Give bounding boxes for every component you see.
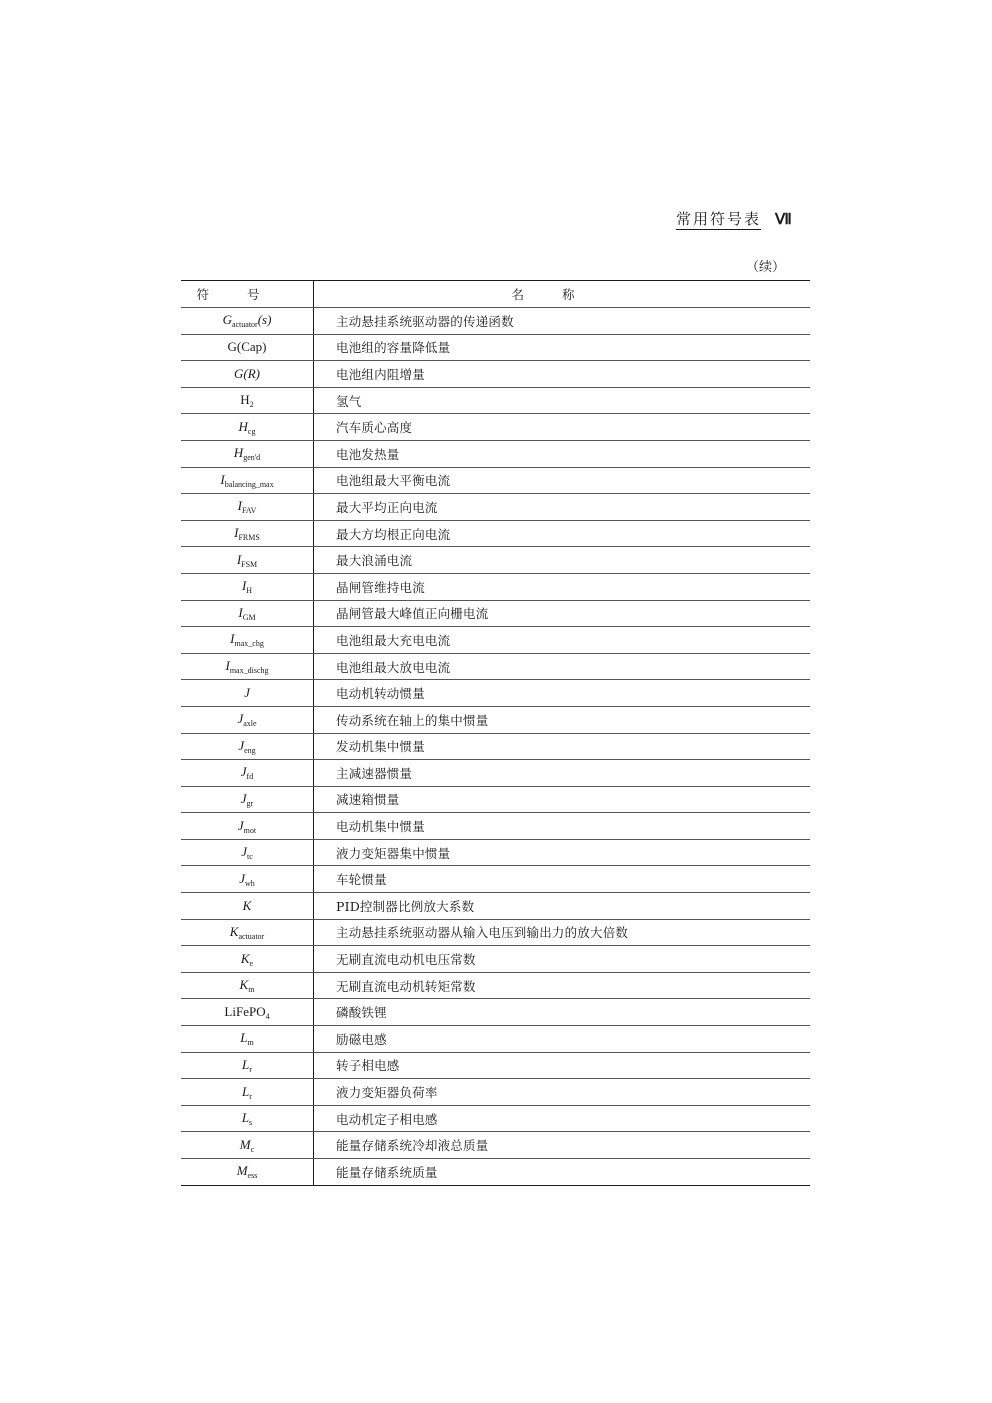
symbol-cell [181, 627, 314, 654]
symbol-subscript: balancing_max [224, 479, 274, 489]
name-cell: 电动机集中惯量 [314, 813, 811, 840]
symbol-subscript: axle [243, 719, 257, 729]
name-cell: 最大方均根正向电流 [314, 520, 811, 547]
symbol-base: I [241, 578, 247, 594]
symbol-base: J [240, 764, 247, 780]
table-row [181, 972, 810, 999]
symbol-cell [181, 1026, 314, 1053]
table-row [181, 919, 810, 946]
symbol-base: K [240, 950, 250, 966]
symbol-cell [181, 334, 314, 361]
symbol-base: H [238, 418, 248, 434]
symbol-argument: (R) [243, 365, 260, 381]
table-row [181, 361, 810, 388]
symbol-subscript: m [247, 1038, 254, 1048]
table-row [181, 839, 810, 866]
name-cell: 电动机定子相电感 [314, 1105, 811, 1132]
symbol-cell [181, 760, 314, 787]
table-row [181, 706, 810, 733]
symbol-base: I [230, 631, 235, 647]
symbol-base: I [225, 658, 230, 674]
name-cell: 电池组最大充电电流 [314, 627, 811, 654]
name-cell: 发动机集中惯量 [314, 733, 811, 760]
table-row [181, 999, 810, 1026]
name-cell: 主动悬挂系统驱动器从输入电压到输出力的放大倍数 [314, 919, 811, 946]
symbol-cell [181, 733, 314, 760]
table-row [181, 733, 810, 760]
symbol-cell [181, 653, 314, 680]
symbol-cell [181, 680, 314, 707]
symbol-base: I [220, 471, 225, 487]
symbol-subscript: eng [244, 745, 256, 755]
name-cell: 能量存储系统质量 [336, 1164, 438, 1180]
symbol-cell [181, 813, 314, 840]
symbol-base: L [242, 1083, 250, 1099]
table-row [181, 440, 810, 467]
symbol-subscript: GM [242, 612, 256, 622]
name-cell: 减速箱惯量 [314, 786, 811, 813]
table-row [181, 520, 810, 547]
symbol-cell [181, 893, 314, 920]
name-cell: 主减速器惯量 [314, 760, 811, 787]
name-cell: 最大平均正向电流 [314, 494, 811, 521]
table-row [181, 653, 810, 680]
symbol-subscript: wh [245, 878, 255, 888]
symbol-base: J [244, 685, 250, 701]
name-cell: 液力变矩器集中惯量 [314, 839, 811, 866]
running-head [676, 208, 791, 229]
symbol-base: G [222, 312, 232, 328]
symbol-subscript: r [249, 1064, 252, 1074]
name-cell: 氢气 [314, 387, 811, 414]
symbol-base: G [234, 365, 244, 381]
table-row [181, 627, 810, 654]
table-row [181, 600, 810, 627]
name-cell: 电池组最大放电电流 [314, 653, 811, 680]
symbol-subscript: fd [246, 772, 254, 782]
symbol-base: L [240, 1030, 248, 1046]
symbol-subscript: 4 [265, 1011, 270, 1021]
name-cell: 电池组内阻增量 [314, 361, 811, 388]
symbol-subscript: r [249, 1091, 252, 1101]
symbol-column-header: 符号 [181, 281, 314, 308]
symbol-subscript: c [250, 1144, 255, 1154]
symbol-subscript: H [246, 586, 253, 596]
symbol-subscript: gen'd [243, 453, 261, 463]
symbol-base: H [240, 392, 250, 408]
name-cell: 晶闸管维持电流 [314, 573, 811, 600]
symbol-base: K [242, 897, 252, 913]
symbol-base: K [229, 923, 239, 939]
symbol-cell [181, 999, 314, 1026]
symbol-cell [181, 573, 314, 600]
name-cell: 晶闸管最大峰值正向栅电流 [314, 600, 811, 627]
table-row [181, 1105, 810, 1132]
symbol-base: I [234, 525, 239, 541]
symbol-subscript: gr [246, 798, 254, 808]
name-cell: 无刷直流电动机电压常数 [314, 946, 811, 973]
symbol-cell [181, 547, 314, 574]
symbol-subscript: e [249, 958, 254, 968]
table-row [181, 760, 810, 787]
table-row [181, 813, 810, 840]
table-row [181, 893, 810, 920]
symbol-base: I [236, 551, 242, 567]
name-cell: 液力变矩器负荷率 [314, 1079, 811, 1106]
symbol-base: K [239, 977, 249, 993]
table-row [181, 1026, 810, 1053]
symbol-cell [181, 1105, 314, 1132]
table-row [181, 946, 810, 973]
symbol-subscript: actuator [238, 931, 265, 941]
table-row [181, 1052, 810, 1079]
table-body [181, 308, 810, 1186]
name-cell: 主动悬挂系统驱动器的传递函数 [314, 308, 811, 335]
name-cell: PID控制器比例放大系数 [314, 893, 811, 920]
name-cell: 传动系统在轴上的集中惯量 [314, 706, 811, 733]
symbol-base: J [237, 711, 244, 727]
symbol-cell [181, 839, 314, 866]
symbol-subscript: mot [243, 825, 257, 835]
symbol-cell [181, 387, 314, 414]
symbol-cell [181, 414, 314, 441]
page-number: Ⅶ [775, 212, 791, 228]
symbol-cell [181, 361, 314, 388]
symbol-cell [181, 786, 314, 813]
symbol-base: I [238, 604, 243, 620]
symbol-base: J [237, 817, 244, 833]
symbol-base: L [242, 1056, 250, 1072]
symbol-base: J [240, 790, 247, 806]
table-row [181, 334, 810, 361]
name-cell: 电池组的容量降低量 [314, 334, 811, 361]
name-cell: 电池发热量 [314, 440, 811, 467]
name-cell: 无刷直流电动机转矩常数 [314, 972, 811, 999]
symbol-subscript: ess [247, 1171, 258, 1181]
name-cell: 最大浪涌电流 [314, 547, 811, 574]
symbol-base: G(Cap) [227, 339, 267, 355]
symbol-subscript: FSM [241, 559, 258, 569]
symbol-cell [181, 1132, 314, 1159]
symbol-subscript: tc [247, 852, 253, 862]
table-row [181, 1159, 810, 1186]
name-column-header: 名称 [314, 281, 811, 308]
symbol-subscript: s [249, 1118, 253, 1128]
symbol-cell [181, 600, 314, 627]
symbol-cell [181, 440, 314, 467]
symbol-cell [181, 919, 314, 946]
table-row [181, 387, 810, 414]
table-row [181, 573, 810, 600]
table-row [181, 308, 810, 335]
table-row [181, 414, 810, 441]
symbol-cell [181, 467, 314, 494]
symbol-subscript: 2 [249, 400, 254, 410]
name-cell: 磷酸铁锂 [314, 999, 811, 1026]
table-row [181, 494, 810, 521]
table-row [181, 547, 810, 574]
symbol-base: J [238, 737, 245, 753]
symbol-base: M [239, 1136, 251, 1152]
table-row [181, 467, 810, 494]
symbol-cell [181, 866, 314, 893]
symbol-cell [181, 1079, 314, 1106]
symbol-cell [181, 520, 314, 547]
symbol-cell [181, 308, 314, 335]
symbol-cell [181, 706, 314, 733]
name-cell: 车轮惯量 [314, 866, 811, 893]
symbol-argument: (s) [257, 312, 272, 328]
symbol-base: LiFePO [224, 1003, 266, 1019]
table-row [181, 1132, 810, 1159]
table-row [181, 786, 810, 813]
name-cell: 电池组最大平衡电流 [314, 467, 811, 494]
name-cell: 电动机转动惯量 [314, 680, 811, 707]
symbol-subscript: FAV [241, 506, 257, 516]
running-head-title: 常用符号表 [676, 210, 762, 228]
symbol-base: J [239, 870, 245, 886]
symbol-base: J [241, 844, 247, 860]
symbol-base: M [236, 1163, 248, 1179]
name-cell: 励磁电感 [314, 1026, 811, 1053]
name-cell: 转子相电感 [314, 1052, 811, 1079]
symbol-cell [181, 1052, 314, 1079]
symbol-table [181, 280, 810, 1186]
name-cell: 能量存储系统冷却液总质量 [314, 1132, 811, 1159]
table-row [181, 866, 810, 893]
symbol-subscript: FRMS [238, 533, 260, 543]
symbol-subscript: max_dischg [229, 666, 269, 676]
symbol-subscript: actuator [231, 320, 258, 330]
symbol-subscript: m [248, 985, 255, 995]
table-row [181, 1079, 810, 1106]
symbol-base: I [237, 498, 242, 514]
symbol-subscript: cg [247, 426, 256, 436]
table-row [181, 680, 810, 707]
symbol-cell [181, 494, 314, 521]
symbol-cell [181, 1159, 314, 1186]
symbol-cell [181, 946, 314, 973]
symbol-subscript: max_chg [234, 639, 264, 649]
symbol-base: L [241, 1110, 250, 1126]
name-cell: 汽车质心高度 [314, 414, 811, 441]
symbol-base: H [233, 445, 244, 461]
continued-label: （续） [746, 260, 786, 275]
table-header-row [181, 281, 810, 308]
symbol-cell [181, 972, 314, 999]
